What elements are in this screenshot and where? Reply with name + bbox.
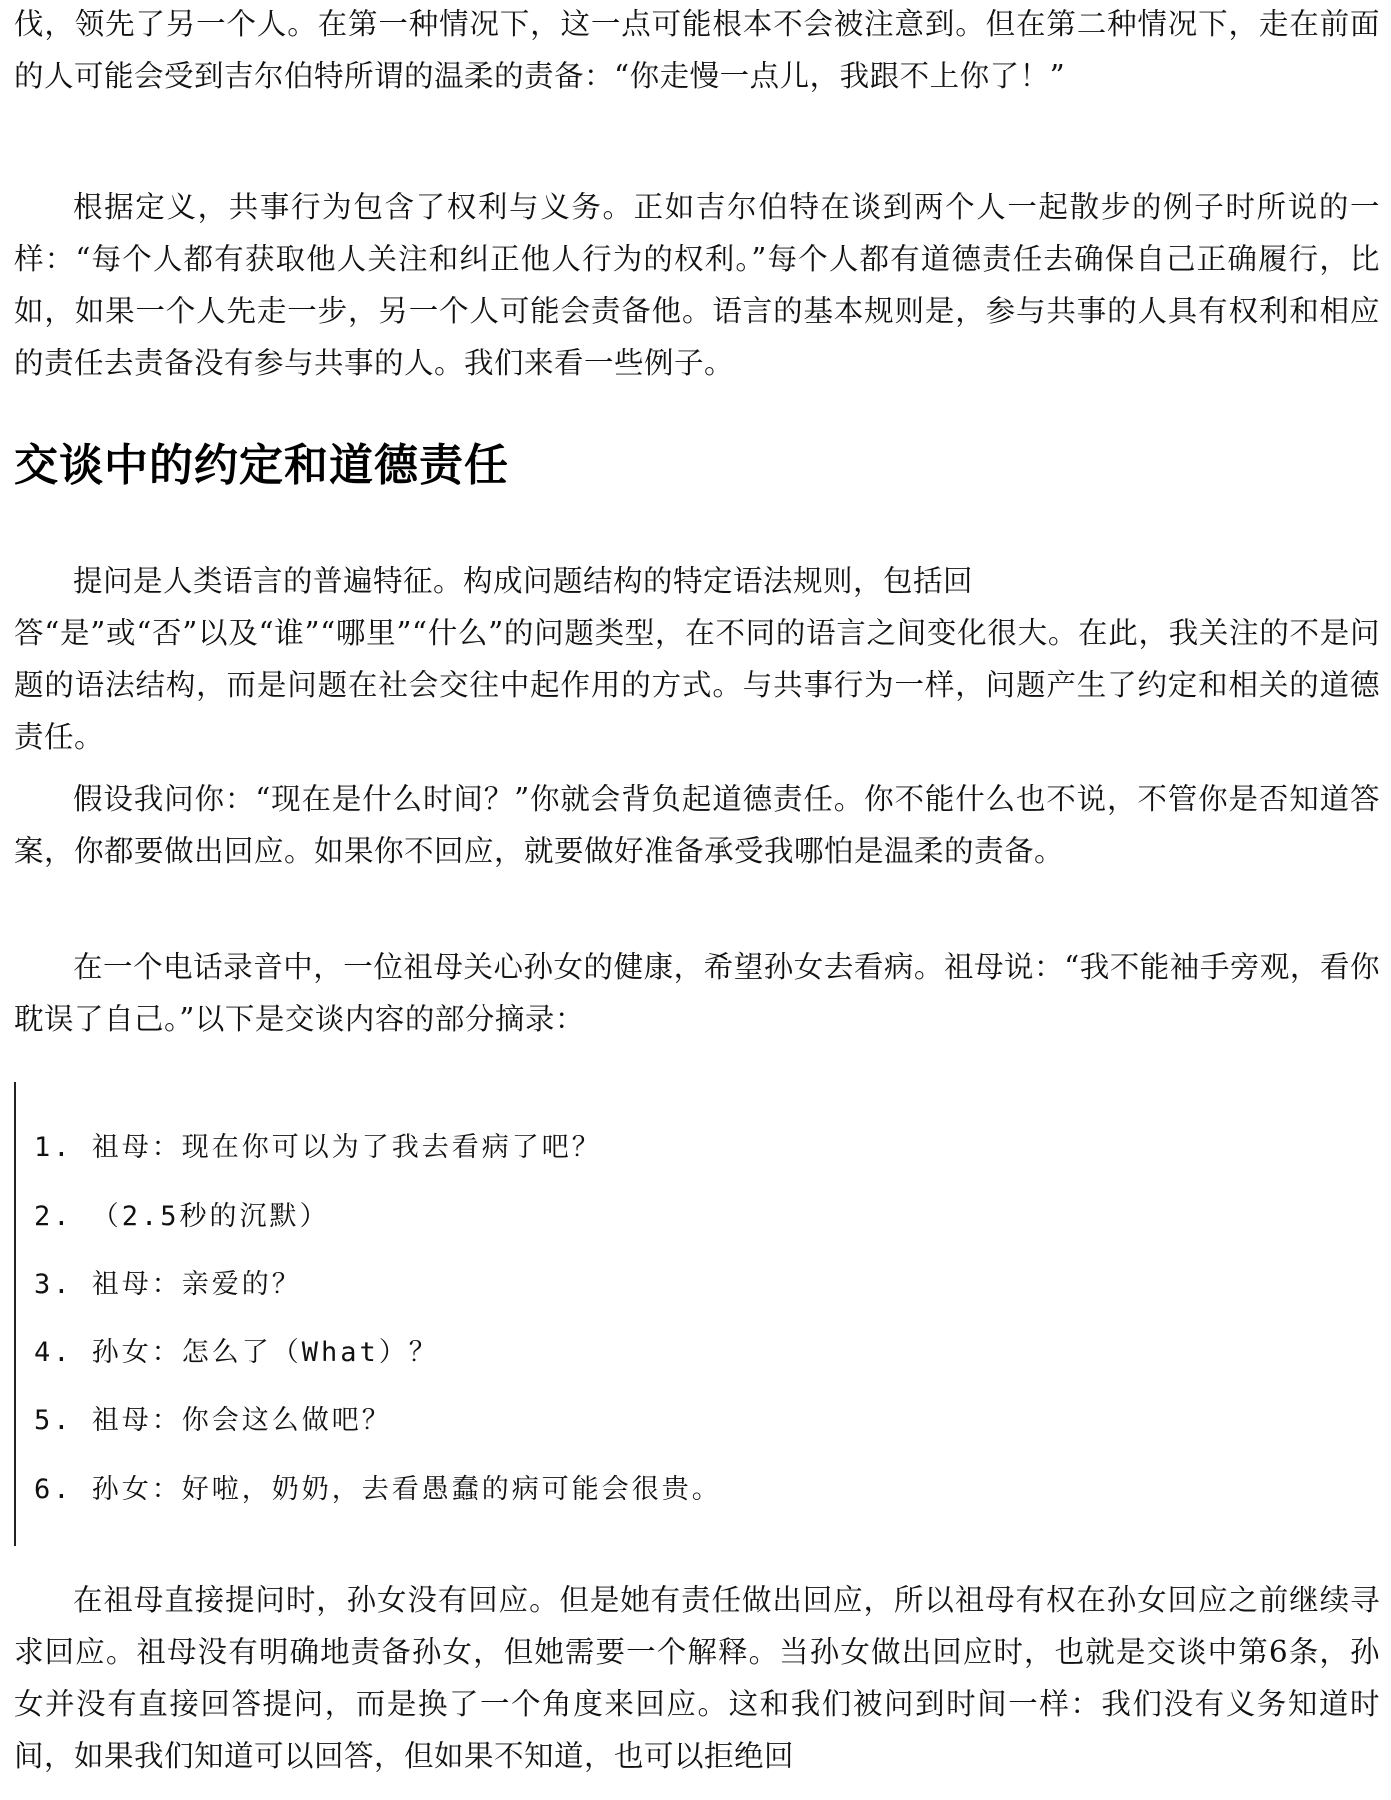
joint-action-paragraph: 根据定义，共事行为包含了权利与义务。正如吉尔伯特在谈到两个人一起散步的例子时所说的一样：“每个人都有获取他人关注和纠正他人行为的权利。”每个人都有道德责任去确保自己正确履行，比如，如果一个人先走一步，另一个人可能会责备他。语言的基本规则是，参与共事的人具有权利和相应的责任去责备没有参与共事的人。我们来看一些例子。	[14, 190, 1380, 380]
transcript-line: 4. 孙女：怎么了（What）？	[34, 1337, 439, 1368]
transcript-block	[14, 1082, 1382, 1546]
intro-tail-paragraph: 伐，领先了另一个人。在第一种情况下，这一点可能根本不会被注意到。但在第二种情况下，走在前面的人可能会受到吉尔伯特所谓的温柔的责备：“你走慢一点儿，我跟不上你了！”	[14, 7, 1380, 93]
transcript-line: 6. 孙女：好啦，奶奶，去看愚蠢的病可能会很贵。	[34, 1474, 722, 1505]
transcript-line: 3. 祖母：亲爱的？	[34, 1269, 302, 1300]
book-page	[14, 0, 1380, 1800]
grandmother-paragraph: 在一个电话录音中，一位祖母关心孙女的健康，希望孙女去看病。祖母说：“我不能袖手旁观，看你耽误了自己。”以下是交谈内容的部分摘录：	[14, 950, 1380, 1036]
analysis-paragraph: 在祖母直接提问时，孙女没有回应。但是她有责任做出回应，所以祖母有权在孙女回应之前继续寻求回应。祖母没有明确地责备孙女，但她需要一个解释。当孙女做出回应时，也就是交谈中第6条，孙女并没有直接回答提问，而是换了一个角度来回应。这和我们被问到时间一样：我们没有义务知道时间，如果我们知道可以回答，但如果不知道，也可以拒绝回	[14, 1583, 1380, 1773]
section-heading: 交谈中的约定和道德责任	[14, 440, 509, 491]
transcript-line: 2. （2.5秒的沉默）	[34, 1201, 330, 1232]
questions-paragraph-first-line: 提问是人类语言的普遍特征。构成问题结构的特定语法规则，包括回	[73, 564, 974, 598]
what-time-paragraph: 假设我问你：“现在是什么时间？”你就会背负起道德责任。你不能什么也不说，不管你是否知道答案，你都要做出回应。如果你不回应，就要做好准备承受我哪怕是温柔的责备。	[14, 782, 1380, 868]
questions-paragraph-continuation: 答“是”或“否”以及“谁”“哪里”“什么”的问题类型，在不同的语言之间变化很大。在此，我关注的不是问题的语法结构，而是问题在社会交往中起作用的方式。与共事行为一样，问题产生了约定和相关的道德责任。	[14, 616, 1380, 754]
transcript-line: 5. 祖母：你会这么做吧？	[34, 1405, 392, 1436]
transcript-line: 1. 祖母：现在你可以为了我去看病了吧？	[34, 1132, 602, 1163]
questions-paragraph	[14, 555, 1380, 763]
